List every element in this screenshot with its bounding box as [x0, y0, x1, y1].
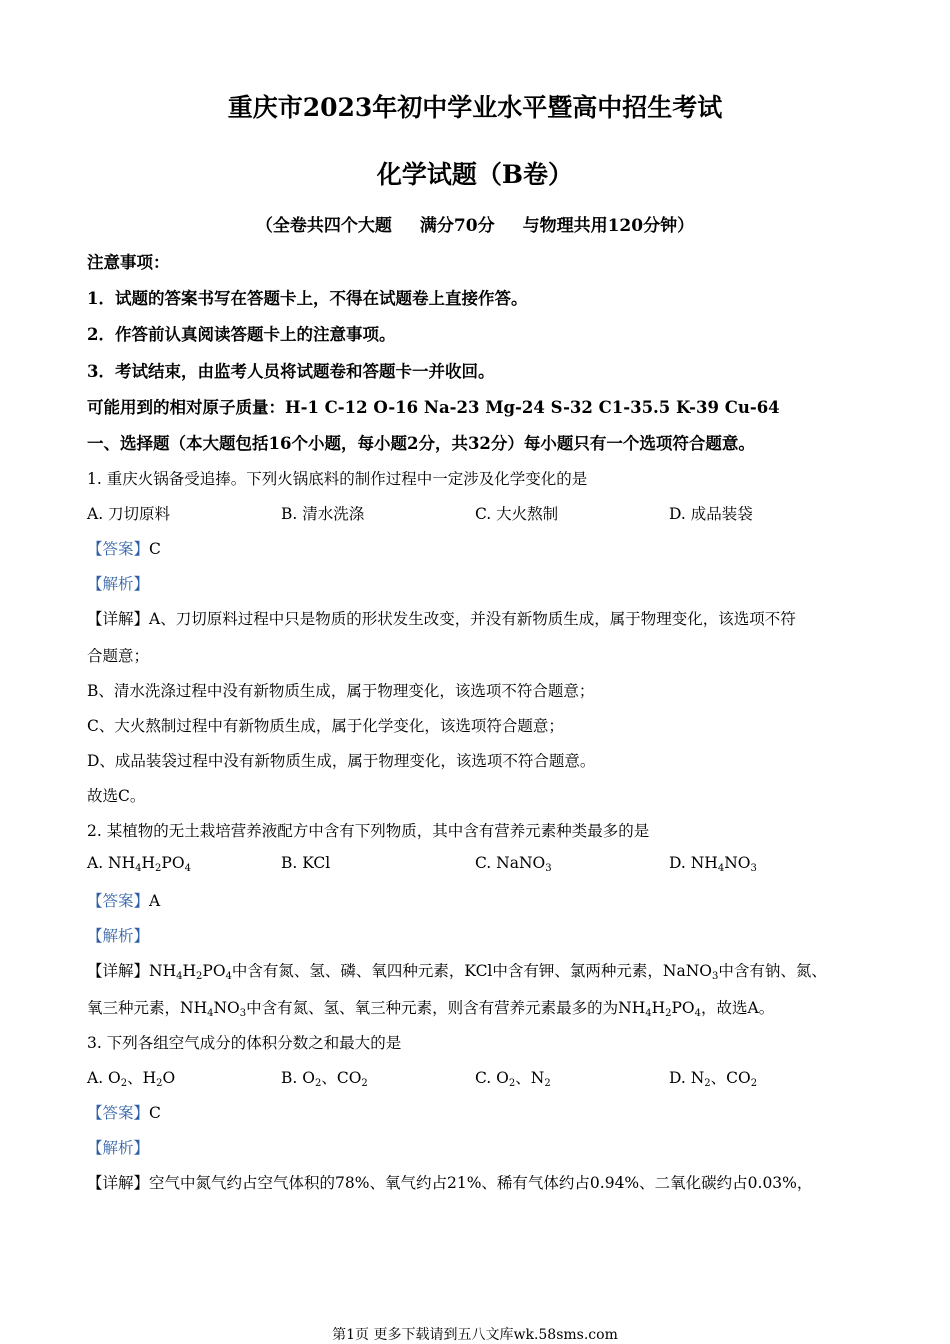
q1-stem: 1. 重庆火锅备受追捧。下列火锅底料的制作过程中一定涉及化学变化的是: [87, 470, 588, 488]
exam-info-open: （全卷共四个大题: [255, 216, 392, 236]
exam-info-time: 与物理共用120分钟）: [522, 216, 695, 236]
q1-option-b: B. 清水洗涤: [281, 505, 365, 523]
answer-label: 【答案】: [87, 892, 150, 910]
notice-item-1: 1．试题的答案书写在答题卡上，不得在试题卷上直接作答。: [87, 289, 528, 308]
q3-answer-value: C: [149, 1104, 161, 1122]
page-footer: 第1页 更多下载请到五八文库wk.58sms.com: [332, 1327, 618, 1343]
exam-info: [0, 211, 950, 236]
q2-detail-t2: 中含有钠、氮、: [718, 962, 827, 980]
q2-stem: 2. 某植物的无土栽培营养液配方中含有下列物质，其中含有营养元素种类最多的是: [87, 822, 650, 840]
q3-option-b: B. $O_2$、$CO_2$: [281, 1069, 368, 1089]
q3-option-d: D. $N_2$、$CO_2$: [669, 1069, 758, 1089]
q3-analysis-label: 【解析】: [87, 1139, 150, 1157]
q1-conclusion: 故选C。: [87, 787, 146, 805]
q2-detail-t1: 中含有氮、氢、磷、氧四种元素，KCl中含有钾、氯两种元素，NaNO: [231, 962, 712, 980]
q1-option-c: C. 大火熬制: [475, 505, 559, 523]
q1-detail: [87, 607, 796, 629]
exam-info-score: 满分70分: [419, 216, 495, 236]
q1-option-d: D. 成品装袋: [669, 505, 753, 523]
q3-option-c: C. $O_2$、$N_2$: [475, 1069, 551, 1089]
q1-detail-cont: 合题意；: [87, 647, 150, 665]
q1-line-b: B、清水洗涤过程中没有新物质生成，属于物理变化，该选项不符合题意；: [87, 682, 595, 700]
q2-detail-t3: 氧三种元素，NH: [87, 999, 208, 1017]
answer-label: 【答案】: [87, 1104, 150, 1122]
q2-answer: [87, 889, 160, 911]
q1-option-a: A. 刀切原料: [87, 505, 171, 523]
detail-label: 【详解】: [87, 962, 150, 980]
q1-detail-text: A、刀切原料过程中只是物质的形状发生改变，并没有新物质生成，属于物理变化，该选项不符: [149, 610, 796, 628]
q3-detail-text: 空气中氮气约占空气体积的78%、氧气约占21%、稀有气体约占0.94%、二氧化碳约占0.03%，: [149, 1174, 813, 1192]
section-1-header: 一、选择题（本大题包括16个小题，每小题2分，共32分）每小题只有一个选项符合题意。: [87, 434, 755, 453]
notice-item-3: 3．考试结束，由监考人员将试题卷和答题卡一并收回。: [87, 362, 495, 381]
detail-label: 【详解】: [87, 1174, 150, 1192]
q2-detail-cont: 氧三种元素，$NH_4NO_3$中含有氮、氢、氧三种元素，则含有营养元素最多的为$NH_4H_2PO_4$，故选A。: [87, 999, 775, 1019]
notice-header: 注意事项：: [87, 253, 170, 272]
q2-option-b: B. KCl: [281, 854, 331, 872]
q1-line-d: D、成品装袋过程中没有新物质生成，属于物理变化，该选项不符合题意。: [87, 752, 596, 770]
q3-detail: [87, 1171, 812, 1193]
q2-analysis-label: 【解析】: [87, 927, 150, 945]
q2-option-a: A. $NH_4H_2PO_4$: [87, 854, 191, 874]
q1-answer-value: C: [149, 540, 161, 558]
q3-stem: 3. 下列各组空气成分的体积分数之和最大的是: [87, 1034, 402, 1052]
detail-label: 【详解】: [87, 610, 150, 628]
q1-line-c: C、大火熬制过程中有新物质生成，属于化学变化，该选项符合题意；: [87, 717, 564, 735]
q2-answer-value: A: [149, 892, 161, 910]
q2-option-c: C. NaNO$_3$: [475, 854, 552, 874]
q2-detail-t6: ，故选A。: [701, 999, 775, 1017]
notice-item-2: 2．作答前认真阅读答题卡上的注意事项。: [87, 325, 396, 344]
q2-option-d: D. $NH_4NO_3$: [669, 854, 757, 874]
atomic-mass-line: 可能用到的相对原子质量：H-1 C-12 O-16 Na-23 Mg-24 S-32 C1-35.5 K-39 Cu-64: [87, 398, 780, 417]
q1-analysis-label: 【解析】: [87, 575, 150, 593]
q1-answer: [87, 537, 161, 559]
q3-answer: [87, 1101, 161, 1123]
exam-title: 重庆市2023年初中学业水平暨高中招生考试: [227, 93, 723, 122]
q2-detail: 【详解】$NH_4H_2PO_4$中含有氮、氢、磷、氧四种元素，KCl中含有钾、氯两种元素，NaNO$_3$中含有钠、氮、: [87, 962, 827, 982]
answer-label: 【答案】: [87, 540, 150, 558]
q2-detail-t4: NO: [213, 999, 240, 1017]
q2-detail-t5: 中含有氮、氢、氧三种元素，则含有营养元素最多的为NH: [246, 999, 646, 1017]
exam-subtitle: 化学试题（B卷）: [376, 160, 574, 189]
q3-option-a: A. $O_2$、$H_2O$: [87, 1069, 176, 1089]
